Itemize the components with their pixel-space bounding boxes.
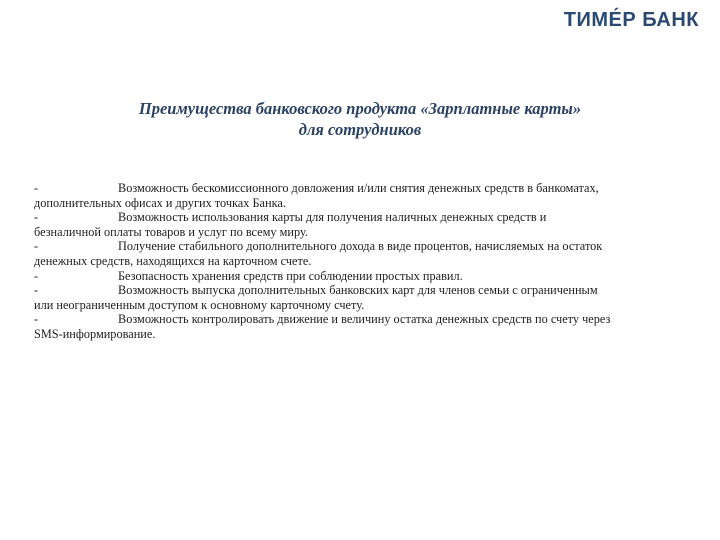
list-marker: -: [34, 210, 39, 225]
list-marker: -: [34, 312, 39, 327]
list-item-continuation: или неограниченным доступом к основному карточному счету.: [34, 297, 365, 312]
list-marker: -: [34, 239, 39, 254]
benefits-list: [34, 181, 686, 342]
list-item-text: Безопасность хранения средств при соблюдении простых правил.: [118, 268, 463, 283]
bank-logo: ТИМЕ́Р БАНК: [563, 9, 699, 31]
list-item-text: Возможность контролировать движение и величину остатка денежных средств по счету через: [118, 312, 611, 327]
list-item: [34, 312, 686, 341]
list-item-continuation: SMS-информирование.: [34, 326, 156, 341]
list-item: [34, 181, 686, 210]
list-item-continuation: безналичной оплаты товаров и услуг по всему миру.: [34, 224, 308, 239]
title-line-2: для сотрудников: [298, 120, 422, 139]
list-item-text: Получение стабильного дополнительного дохода в виде процентов, начисляемых на остаток: [118, 239, 603, 254]
page-title: [40, 98, 680, 140]
list-item-text: Возможность бескомиссионного довложения и/или снятия денежных средств в банкоматах,: [118, 181, 599, 195]
list-item-text: Возможность использования карты для получения наличных денежных средств и: [118, 210, 547, 225]
list-marker: -: [34, 283, 39, 298]
list-marker: -: [34, 181, 39, 195]
list-item: [34, 239, 686, 268]
list-item-text: Возможность выпуска дополнительных банковских карт для членов семьи с ограниченным: [118, 283, 598, 298]
list-marker: -: [34, 268, 39, 283]
list-item: [34, 283, 686, 312]
list-item: [34, 210, 686, 239]
title-line-1: Преимущества банковского продукта «Зарплатные карты»: [138, 99, 582, 118]
list-item-continuation: дополнительных офисах и других точках Банка.: [34, 195, 286, 210]
list-item: [34, 269, 686, 284]
list-item-continuation: денежных средств, находящихся на карточном счете.: [34, 253, 312, 268]
